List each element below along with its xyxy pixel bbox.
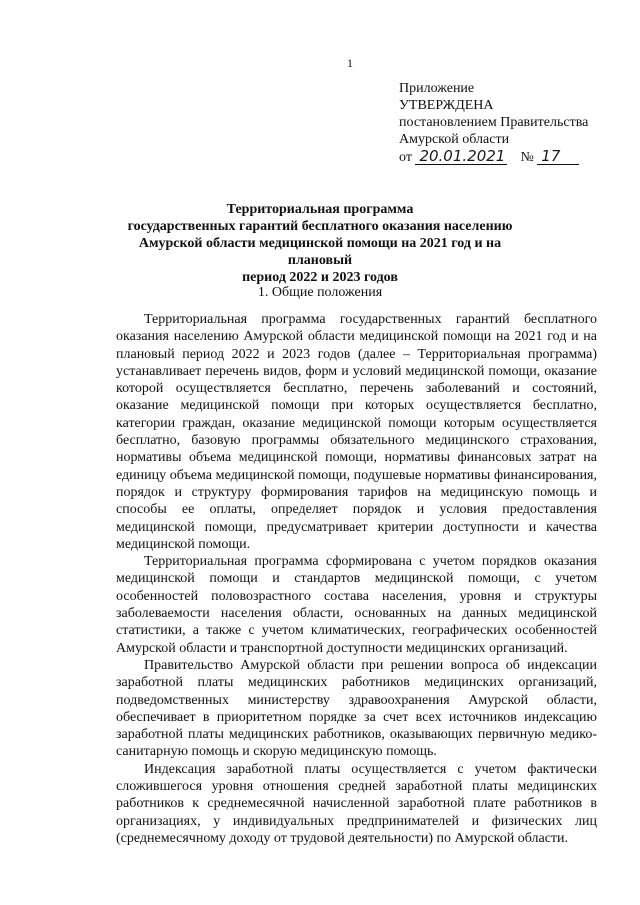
title-line-4: период 2022 и 2023 годов (242, 270, 398, 285)
page-number: 1 (347, 56, 353, 70)
handwritten-date: 20.01.2021 (415, 148, 507, 165)
approval-line-region: Амурской области (399, 132, 510, 147)
handwritten-number: 17 (537, 148, 579, 165)
approval-date-line (399, 148, 629, 166)
date-prefix: от (399, 150, 412, 165)
paragraph-3: Правительство Амурской области при решении вопроса об индексации заработной платы медицинских работников медицинских организаций, подведомственных министерству здравоохранения Амурской области, обеспечивает в приоритетном порядке за счет всех источников индексацию заработной платы медицинских работников, оказывающих первичную медико-санитарную помощь и скорую медицинскую помощь. (116, 657, 597, 760)
number-prefix: № (520, 150, 534, 165)
section-heading: 1. Общие положения (257, 285, 383, 300)
approval-line-appendix: Приложение (399, 81, 475, 96)
approval-block (399, 80, 629, 166)
title-line-3: Амурской области медицинской помощи на 2021 год и на плановый (138, 236, 502, 268)
paragraph-2: Территориальная программа сформирована с учетом порядков оказания медицинской помощи и стандартов медицинской помощи, с учетом особенностей половозрастного состава населения, уровня и структуры заболеваемости населения области, основанных на данных медицинской статистики, а также с учетом климатических, географических особенностей Амурской области и транспортной доступности медицинских организаций. (116, 554, 597, 656)
title-line-2: государственных гарантий бесплатного оказания населению (127, 219, 513, 234)
approval-line-resolution: постановлением Правительства (399, 115, 589, 130)
document-title (120, 201, 520, 286)
paragraph-1: Территориальная программа государственных гарантий бесплатного оказания населению Амурской области медицинской помощи на 2021 год и на плановый период 2022 и 2023 годов (далее – Территориальная программа) устанавливает перечень видов, форм и условий медицинской помощи, оказание которой осуществляется бесплатно, перечень заболеваний и состояний, оказание медицинской помощи при которых осуществляется бесплатно, категории граждан, оказание медицинской помощи которым осуществляется бесплатно, базовую программы обязательного медицинского страхования, нормативы объема медицинской помощи, нормативы финансовых затрат на единицу объема медицинской помощи, подушевые нормативы финансирования, порядок и структуру формирования тарифов на медицинскую помощь и способы ее оплаты, определяет порядок и условия предоставления медицинской помощи, предусматривает критерии доступности и качества медицинской помощи. (116, 312, 597, 552)
title-line-1: Территориальная программа (226, 202, 414, 217)
body-text (116, 311, 597, 847)
paragraph-4: Индексация заработной платы осуществляется с учетом фактически сложившегося уровня отношения средней заработной платы медицинских работников к среднемесячной начисленной заработной плате работников в организациях, у индивидуальных предпринимателей и физических лиц (среднемесячному доходу от трудовой деятельности) по Амурской области. (116, 761, 597, 846)
approval-line-approved: УТВЕРЖДЕНА (399, 98, 494, 113)
